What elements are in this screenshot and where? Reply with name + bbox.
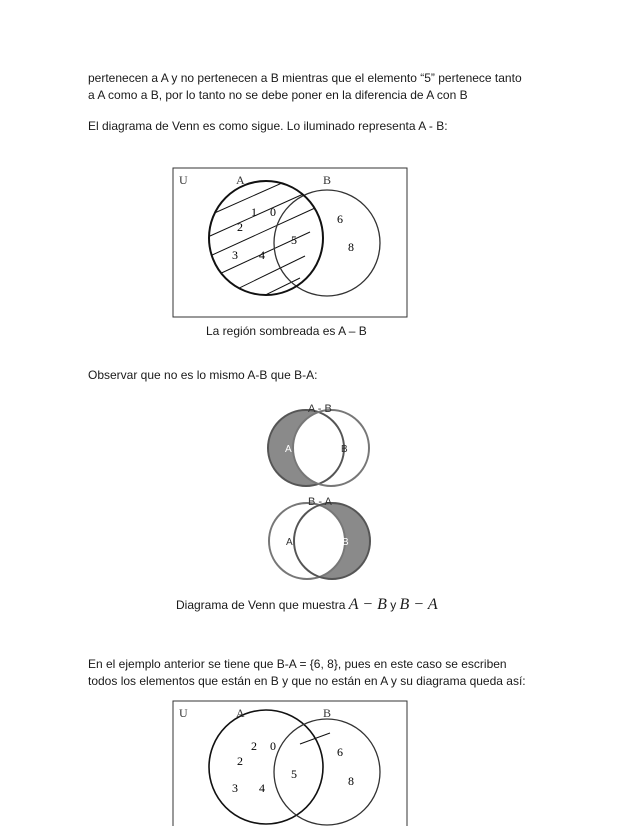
figure-caption: La región sombreada es A – B [206,324,367,338]
element: 0 [270,739,276,753]
paragraph-line: En el ejemplo anterior se tiene que B-A = {6, 8}, pues en este caso se escriben [88,657,507,671]
small-diagram-title: B - A [308,496,332,508]
caption-connector: y [390,598,397,612]
set-a-label: A [236,706,245,720]
small-label-a: A [285,444,292,455]
element: 5 [291,767,297,781]
hatch-line [300,733,330,744]
element: 2 [237,754,243,768]
paragraph-observe: Observar que no es lo mismo A-B que B-A: [88,368,318,382]
element: 3 [232,781,238,795]
small-label-a: A [286,537,293,548]
small-label-b: B [341,444,348,455]
universe-box [173,701,407,826]
small-label-b: B [342,537,349,548]
math-expression: B − A [399,596,438,613]
paragraph-example [88,656,550,690]
universe-label: U [179,706,188,720]
element: 1 [251,205,257,219]
small-venn-a-minus-b [268,403,369,486]
small-diagram-title: A - B [308,403,332,415]
set-a-circle [209,181,323,295]
venn-diagram-b-minus-a [173,701,407,826]
element: 0 [270,205,276,219]
set-b-circle [274,719,380,825]
element: 6 [337,745,343,759]
set-a-circle [209,710,323,824]
element: 8 [348,240,354,254]
set-a-label: A [236,173,245,187]
element: 5 [291,233,297,247]
element: 6 [337,212,343,226]
paragraph-line: a A como a B, por lo tanto no se debe poner en la diferencia de A con B [88,88,468,102]
paragraph-line: pertenecen a A y no pertenecen a B mientras que el elemento “5” pertenece tanto [88,71,522,85]
set-b-label: B [323,173,332,187]
universe-label: U [179,173,188,187]
math-expression: A − B [348,596,387,613]
paragraph-venn-intro: El diagrama de Venn es como sigue. Lo iluminado representa A - B: [88,119,448,133]
element: 8 [348,774,354,788]
element: 4 [259,781,265,795]
paragraph-line: todos los elementos que están en B y que no están en A y su diagrama queda así: [88,674,526,688]
set-b-label: B [323,706,332,720]
figure-caption-small-diagrams [176,596,438,614]
universe-box [173,168,407,317]
element: 2 [251,739,257,753]
element: 3 [232,248,238,262]
small-venn-b-minus-a [269,496,370,579]
caption-text: Diagrama de Venn que muestra [176,598,346,612]
element: 4 [259,248,265,262]
element: 2 [237,220,243,234]
set-b-circle [274,190,380,296]
